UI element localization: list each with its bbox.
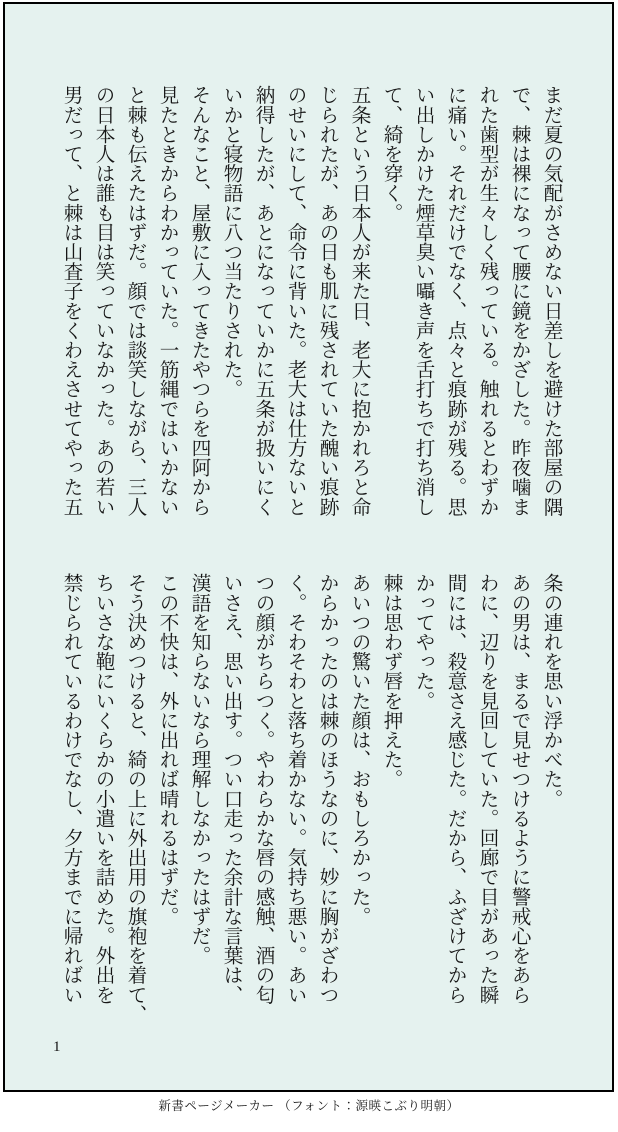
text-column-16: 禁じられているわけでなし、夕方までに帰ればい xyxy=(60,573,81,1005)
text-column-10: つの顔がちらつく。やわらかな唇の感触、酒の匂 xyxy=(252,573,273,1005)
page-number: 1 xyxy=(53,1039,61,1055)
text-column-13: 見たときからわかっていた。一筋縄ではいかない xyxy=(156,85,177,517)
text-column-14: と棘も伝えたはずだ。顔では談笑しながら、三人 xyxy=(124,85,145,517)
text-column-12: そんなこと、屋敷に入ってきたやつらを四阿から xyxy=(188,85,209,517)
vertical-text-block-top xyxy=(54,85,566,521)
text-column-2: で、棘は裸になって腰に鏡をかざした。昨夜噛ま xyxy=(508,85,529,517)
text-column-3: れた歯型が生々しく残っている。触れるとわずか xyxy=(476,85,497,517)
text-column-7: あいつの驚いた顔は、おもしろかった。 xyxy=(348,573,369,926)
text-column-11: いさえ、思い出す。つい口走った余計な言葉は、 xyxy=(220,573,241,1005)
text-column-9: く。そわそわと落ち着かない。気持ち悪い。あい xyxy=(284,573,305,1005)
text-column-4: 間には、殺意さえ感じた。だから、ふざけてから xyxy=(444,573,465,1005)
text-column-13: この不快は、外に出れば晴れるはずだ。 xyxy=(156,573,177,926)
text-column-1: まだ夏の気配がさめない日差しを避けた部屋の隅 xyxy=(540,85,561,517)
text-column-12: 漢語を知らないなら理解しなかったはずだ。 xyxy=(188,573,209,965)
text-column-8: からかったのは棘のほうなのに、妙に胸がざわつ xyxy=(316,573,337,1005)
text-column-5: かってやった。 xyxy=(412,573,433,711)
text-column-9: のせいにして、命令に背いた。老大は仕方ないと xyxy=(284,85,305,517)
text-column-3: わに、辺りを見回していた。回廊で目があった瞬 xyxy=(476,573,497,1005)
text-column-10: 納得したが、あとになっていかに五条が扱いにく xyxy=(252,85,273,517)
text-column-6: 棘は思わず唇を押えた。 xyxy=(380,573,401,789)
text-column-6: て、綺を穿く。 xyxy=(380,85,401,223)
text-column-5: い出しかけた煙草臭い囁き声を舌打ちで打ち消し xyxy=(412,85,433,517)
text-column-8: じられたが、あの日も肌に残されていた醜い痕跡 xyxy=(316,85,337,517)
text-column-7: 五条という日本人が来た日、老大に抱かれろと命 xyxy=(348,85,369,517)
text-column-15: の日本人は誰も目は笑っていなかった。あの若い xyxy=(92,85,113,517)
text-column-4: に痛い。それだけでなく、点々と痕跡が残る。思 xyxy=(444,85,465,517)
vertical-text-block-bottom xyxy=(54,573,566,1024)
text-column-16: 男だって、と棘は山査子をくわえさせてやった五 xyxy=(60,85,81,517)
text-column-14: そう決めつけると、綺の上に外出用の旗袍を着て、 xyxy=(124,573,145,1024)
footer-caption: 新書ページメーカー （フォント：源暎こぶり明朝） xyxy=(158,1099,460,1113)
book-page-frame xyxy=(3,2,614,1092)
text-column-2: あの男は、まるで見せつけるように警戒心をあら xyxy=(508,573,529,1005)
text-column-15: ちいさな鞄にいくらかの小遣いを詰めた。外出を xyxy=(92,573,113,1005)
text-column-1: 条の連れを思い浮かべた。 xyxy=(540,573,561,809)
text-column-11: いかと寝物語に八つ当たりされた。 xyxy=(220,85,241,399)
